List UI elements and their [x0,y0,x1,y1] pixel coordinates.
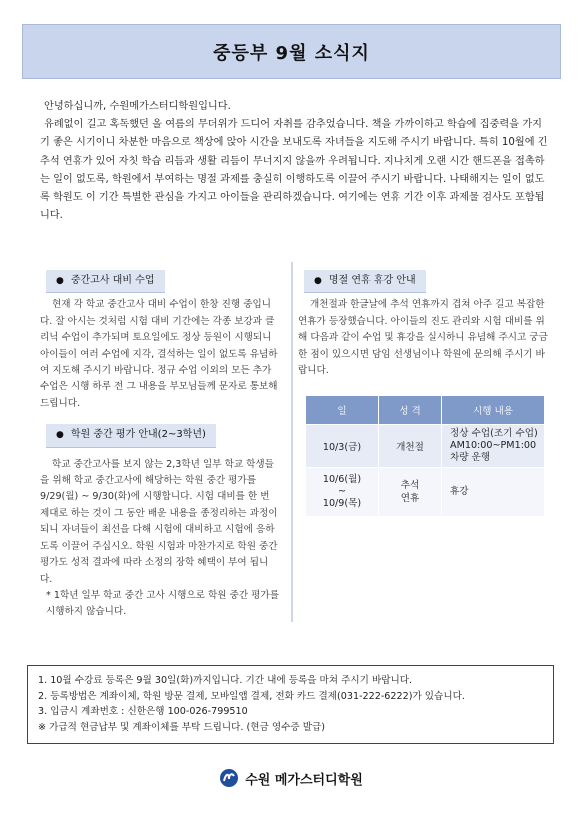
left-column [40,270,280,621]
detail-cell: 정상 수업(조기 수업) AM10:00~PM1:00 차량 운행 [442,425,545,468]
footer [0,768,582,788]
intro-greeting: 안녕하십니까, 수원메가스터디학원입니다. [44,101,231,112]
detail-cell: 휴강 [442,468,545,517]
right-column [298,270,548,379]
assessment-body: 학교 중간고사를 보지 않는 2,3학년 일부 학교 학생들을 위해 학교 중간고사에 해당하는 학원 중간 평가를 9/29(월) ~ 9/30(화)에 시행합니다. 시험 대비를 한 번 제대로 하는 것이 그 동안 배운 내용을 종정리하는 과정이 되니 자녀들이 최선을 다해 시험에 대비하고 시험에 응하도록 이끌어 주십시오. 학원 시험과 마찬가지로 학원 중간 평가도 성적 결과에 따라 소정의 장학 혜택이 부여 됩니다. [40,458,278,585]
academy-name: 수원 메가스터디학원 [245,772,363,788]
notice-line: 3. 입금시 계좌번호 : 신한은행 100-026-799510 [38,706,248,717]
academy-logo-icon [219,768,239,788]
table-row [306,425,545,468]
column-divider [291,262,293,622]
table-row [306,468,545,517]
type-cell: 추석 연휴 [379,468,442,517]
table-header: 일 [306,396,379,425]
title-bar [22,24,561,79]
type-cell: 개천절 [379,425,442,468]
intro-body: 유례없이 길고 혹독했던 올 여름의 무더위가 드디어 자취를 감추었습니다. 책을 가까이하고 학습에 집중력을 가지기 좋은 시기이니 차분한 마음으로 책상에 앉아 시간을 보내도록 자녀들을 지도해 주시기 바랍니다. 특히 10월에 긴 추석 연휴가 있어 자칫 학습 리듬과 생활 리듬이 무너지지 않을까 우려됩니다. 지나치게 오랜 시간 핸드폰을 접촉하는 일이 없도록, 학원에서 부여하는 명절 과제를 충실히 이행하도록 이끌어 주시기 바랍니다. 나태해지는 일이 없도록 학원도 이 기간 특별한 관심을 가지고 아이들을 관리하겠습니다. 여기에는 연휴 기간 이후 과제물 검사도 포함됩니다. [40,119,548,222]
holiday-body: 개천절과 한글날에 추석 연휴까지 겹쳐 아주 길고 복잡한 연휴가 등장했습니다. 아이들의 진도 관리와 시험 대비를 위해 다음과 같이 수업 및 휴강을 실시하니 유념해 주시고 궁금한 점이 있으시면 담임 선생님이나 학원에 문의해 주시기 바랍니다. [298,299,548,377]
intro-text [40,98,550,225]
bullet-icon: ● [56,430,64,441]
table-header: 성 격 [379,396,442,425]
bullet-icon: ● [314,276,322,286]
table-header: 시행 내용 [442,396,545,425]
assessment-heading: ● 학원 중간 평가 안내(2~3학년) [46,424,216,447]
bullet-icon: ● [56,276,64,286]
holiday-heading: ● 명절 연휴 휴강 안내 [304,270,426,293]
notice-line: 2. 등록방법은 계좌이체, 학원 방문 결제, 모바일앱 결제, 전화 카드 결제(031-222-6222)가 있습니다. [38,690,465,702]
date-cell: 10/3(금) [306,425,379,468]
notice-line: 1. 10월 수강료 등록은 9월 30일(화)까지입니다. 기간 내에 등록을 마쳐 주시기 바랍니다. [38,675,413,686]
newsletter-title: 중등부 9월 소식지 [213,42,370,64]
holiday-schedule-table [305,395,545,517]
notice-line: ※ 가급적 현금납부 및 계좌이체를 부탁 드립니다. (현금 영수증 발급) [38,721,325,733]
midterm-heading: ● 중간고사 대비 수업 [46,270,165,293]
midterm-body: 현재 각 학교 중간고사 대비 수업이 한창 진행 중입니다. 잘 아시는 것처럼 시험 대비 기간에는 각종 보강과 클리닉 수업이 추가되며 토요일에도 정상 등원이 시행되니 아이들이 여러 수업에 지각, 결석하는 일이 없도록 유념하여 지도해 주시기 바랍니다. 정규 수업 이외의 모든 추가 수업은 시행 하루 전 그 내용을 부모님들께 문자로 통보해 드립니다. [40,299,278,409]
date-cell: 10/6(월) ~ 10/9(목) [306,468,379,517]
assessment-note: * 1학년 일부 학교 중간 고사 시행으로 학원 중간 평가를 시행하지 않습니다. [46,589,279,618]
payment-notice-box [27,665,554,744]
